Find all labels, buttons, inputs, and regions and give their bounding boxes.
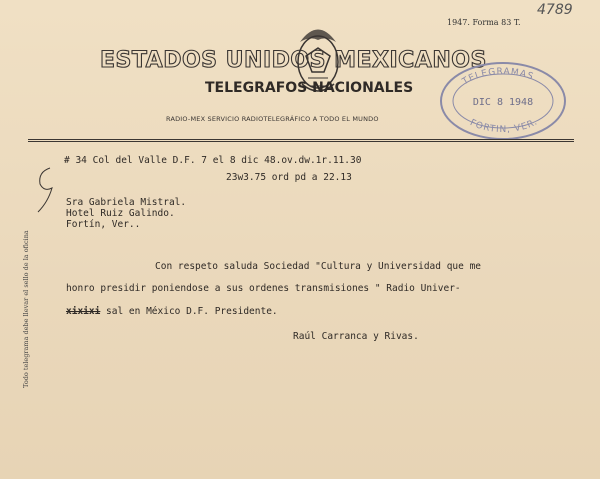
header-title: ESTADOS UNIDOS MEXICANOS bbox=[100, 48, 487, 73]
recipient-hotel: Hotel Ruiz Galindo. bbox=[66, 208, 175, 219]
svg-text:FORTIN, VER. bbox=[468, 117, 540, 135]
header-tagline: RADIO-MEX SERVICIO RADIOTELEGRÁFICO A TODO EL MUNDO bbox=[166, 115, 379, 123]
reference-line-2: 23w3.75 ord pd a 22.13 bbox=[226, 172, 352, 183]
struck-text: xixixi bbox=[66, 306, 101, 317]
side-note: Todo telegrama debe llevar el sello de la oficina bbox=[22, 230, 30, 388]
header-rule-secondary bbox=[28, 141, 574, 142]
body-line-3-text: sal en México D.F. Presidente. bbox=[100, 306, 278, 317]
stamp-top-text: TELEGRAMAS bbox=[460, 66, 536, 88]
stamp-bottom-text: FORTIN, VER. bbox=[468, 117, 540, 136]
body-line-1: Con respeto saluda Sociedad "Cultura y Universidad que me bbox=[155, 261, 482, 272]
recipient-city: Fortín, Ver.. bbox=[66, 219, 141, 230]
handwritten-mark-icon bbox=[30, 158, 60, 218]
header-subtitle: TELEGRAFOS NACIONALES bbox=[205, 80, 414, 96]
recipient-name: Sra Gabriela Mistral. bbox=[66, 197, 187, 208]
header-rule bbox=[28, 139, 574, 140]
reference-line-1: # 34 Col del Valle D.F. 7 el 8 dic 48.ov.dw.1r.11.30 bbox=[64, 155, 362, 166]
signature: Raúl Carranca y Rivas. bbox=[293, 331, 419, 342]
stamp-date: DIC 8 1948 bbox=[472, 97, 534, 108]
body-line-3 bbox=[66, 306, 278, 317]
body-line-2: honro presidir poniendose a sus ordenes transmisiones " Radio Univer- bbox=[66, 283, 461, 294]
post-office-stamp bbox=[438, 60, 568, 142]
form-number: 1947. Forma 83 T. bbox=[447, 18, 521, 27]
svg-text:TELEGRAMAS bbox=[460, 67, 535, 88]
archive-number: 4789 bbox=[537, 2, 573, 18]
